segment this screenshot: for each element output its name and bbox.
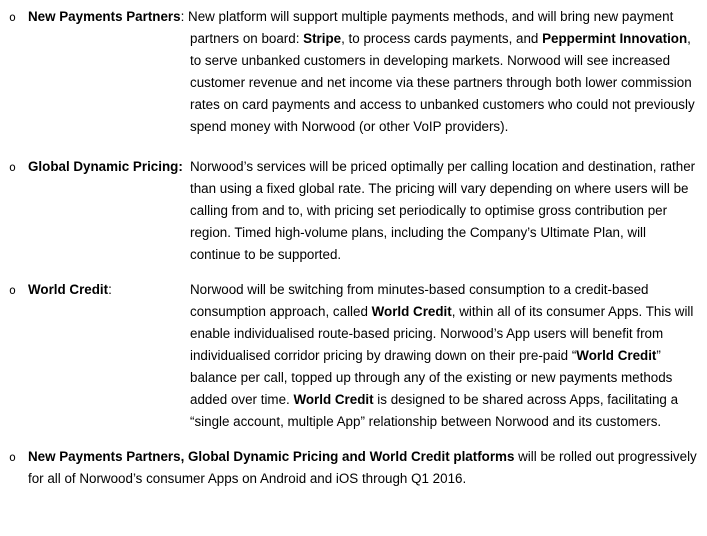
- bullet-label-colon: :: [178, 159, 183, 174]
- text-segment: Norwood will be switching from minutes-based consumption to a credit-based consumption approach, called: [190, 282, 649, 319]
- paragraph: [28, 446, 699, 490]
- text-segment: Peppermint Innovation: [542, 31, 688, 46]
- text-segment: Stripe: [303, 31, 342, 46]
- paragraph: [28, 279, 699, 433]
- bullet-label: Global Dynamic Pricing: [28, 159, 179, 174]
- text-segment: is designed to be shared across Apps, facilitating a “single account, multiple App” relationship between Norwood and its customers.: [190, 392, 679, 429]
- text-segment: , to process cards payments, and: [341, 31, 543, 46]
- bullet-label-column: [28, 156, 190, 178]
- text-segment: Norwood’s services will be priced optimally per calling location and destination, rather than using a fixed global rate. The pricing will vary depending on where users will be calling from and to, with pricing set periodically to optimise gross contribution per region. Timed high-volume plans, including the Company’s Ultimate Plan, will continue to be supported.: [190, 159, 696, 262]
- list-item: [8, 156, 699, 266]
- bullet-marker: o: [9, 160, 16, 174]
- text-segment: , within all of its consumer Apps. This will enable individualised route-based pricing. Norwood’s App users will benefit from individualised corridor pricing by drawing down on their pre-paid “: [190, 304, 694, 363]
- bullet-marker: o: [9, 10, 16, 24]
- text-segment: World Credit: [371, 304, 452, 319]
- bullet-label: World Credit: [28, 282, 109, 297]
- paragraph: [28, 156, 699, 266]
- text-segment: New Payments Partners, Global Dynamic Pricing and World Credit platforms: [28, 449, 515, 464]
- bullet-marker: o: [9, 283, 16, 297]
- list-item: [8, 6, 699, 138]
- paragraph: [28, 6, 699, 138]
- text-segment: ” balance per call, topped up through any of the existing or new payments methods added over time.: [190, 348, 673, 407]
- text-segment: World Credit: [576, 348, 657, 363]
- text-segment: , to serve unbanked customers in developing markets. Norwood will see increased customer revenue and net income via these partners through both lower commission rates on card payments and access to unbanked customers who could not previously spend money with Norwood (or other VoIP providers).: [190, 31, 695, 134]
- bullet-label-column: [28, 279, 190, 301]
- list-item: [8, 446, 699, 490]
- bullet-label-colon: :: [180, 9, 189, 24]
- bullet-list: [8, 6, 699, 490]
- bullet-label: New Payments Partners: [28, 9, 181, 24]
- bullet-marker: o: [9, 450, 16, 464]
- bullet-label-colon: :: [108, 282, 112, 297]
- text-segment: World Credit: [293, 392, 374, 407]
- text-segment: will be rolled out progressively for all of Norwood’s consumer Apps on Android and iOS through Q1 2016.: [28, 449, 697, 486]
- list-item: [8, 279, 699, 433]
- text-segment: New platform will support multiple payments methods, and will bring new payment partners on board:: [188, 9, 674, 46]
